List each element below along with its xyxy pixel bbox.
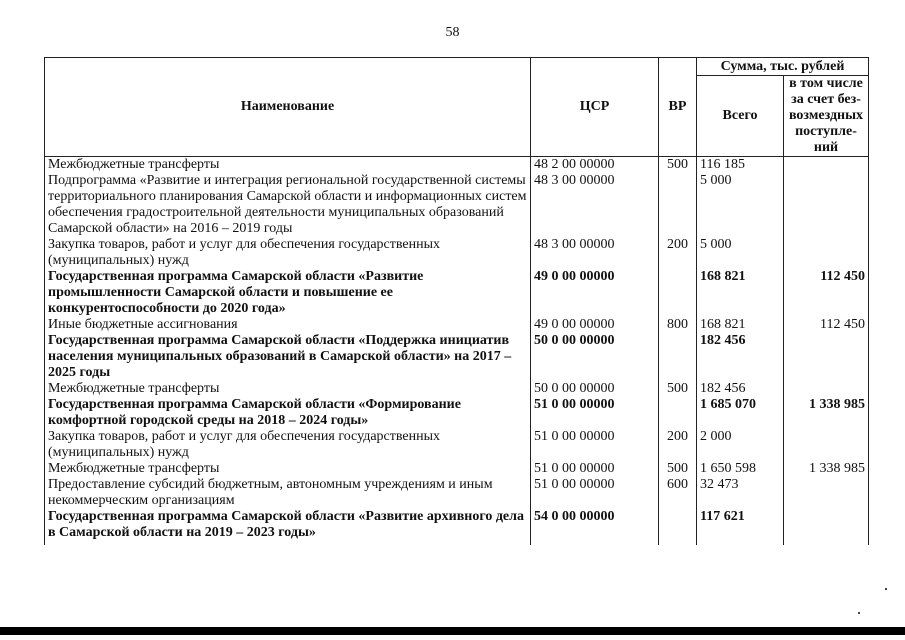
row-grant: 1 338 985 [784, 397, 869, 429]
row-csr: 48 2 00 00000 [531, 157, 659, 174]
row-vr: 500 [659, 461, 697, 477]
row-name: Иные бюджетные ассигнования [45, 317, 531, 333]
row-csr: 49 0 00 00000 [531, 269, 659, 317]
row-total: 168 821 [697, 269, 784, 317]
row-grant: 1 338 985 [784, 461, 869, 477]
row-total: 32 473 [697, 477, 784, 509]
row-total: 168 821 [697, 317, 784, 333]
row-vr [659, 509, 697, 545]
table-row [45, 429, 869, 461]
row-vr: 500 [659, 157, 697, 174]
budget-table [44, 57, 869, 545]
row-vr: 800 [659, 317, 697, 333]
row-vr: 500 [659, 381, 697, 397]
header-name: Наименование [45, 58, 531, 157]
row-name: Предоставление субсидий бюджетным, автономным учреждениям и иным некоммерческим организациям [45, 477, 531, 509]
table-row [45, 333, 869, 381]
row-grant [784, 157, 869, 174]
header-grant: в том числе за счет без-возмездных поступле-ний [784, 76, 869, 157]
row-vr [659, 269, 697, 317]
header-vr: ВР [659, 58, 697, 157]
row-grant [784, 333, 869, 381]
row-name: Межбюджетные трансферты [45, 381, 531, 397]
row-total: 1 650 598 [697, 461, 784, 477]
row-vr [659, 333, 697, 381]
row-total: 182 456 [697, 381, 784, 397]
row-total: 5 000 [697, 173, 784, 237]
header-csr: ЦСР [531, 58, 659, 157]
scan-speck [885, 588, 887, 590]
table-row [45, 237, 869, 269]
row-name: Государственная программа Самарской области «Формирование комфортной городской среды на 2018 – 2024 годы» [45, 397, 531, 429]
table-row [45, 157, 869, 174]
row-grant [784, 509, 869, 545]
row-total: 117 621 [697, 509, 784, 545]
scan-speck [858, 612, 860, 614]
row-name: Государственная программа Самарской области «Поддержка инициатив населения муниципальных образований в Самарской области» на 2017 – 2025 годы [45, 333, 531, 381]
table-header [45, 58, 869, 157]
table-body [45, 157, 869, 546]
page-number: 58 [445, 25, 460, 40]
table-row [45, 397, 869, 429]
row-name: Межбюджетные трансферты [45, 157, 531, 174]
row-vr [659, 397, 697, 429]
row-vr [659, 173, 697, 237]
header-total: Всего [697, 76, 784, 157]
row-csr: 50 0 00 00000 [531, 381, 659, 397]
table-row [45, 461, 869, 477]
row-csr: 51 0 00 00000 [531, 477, 659, 509]
row-total: 182 456 [697, 333, 784, 381]
row-grant: 112 450 [784, 269, 869, 317]
row-csr: 51 0 00 00000 [531, 461, 659, 477]
row-csr: 54 0 00 00000 [531, 509, 659, 545]
table-row [45, 269, 869, 317]
row-grant [784, 381, 869, 397]
row-total: 116 185 [697, 157, 784, 174]
row-name: Государственная программа Самарской области «Развитие промышленности Самарской области и повышение ее конкурентоспособности до 2020 года» [45, 269, 531, 317]
row-grant [784, 477, 869, 509]
row-grant [784, 173, 869, 237]
row-name: Закупка товаров, работ и услуг для обеспечения государственных (муниципальных) нужд [45, 237, 531, 269]
row-csr: 48 3 00 00000 [531, 173, 659, 237]
row-total: 1 685 070 [697, 397, 784, 429]
row-csr: 48 3 00 00000 [531, 237, 659, 269]
row-grant: 112 450 [784, 317, 869, 333]
row-csr: 51 0 00 00000 [531, 397, 659, 429]
row-name: Закупка товаров, работ и услуг для обеспечения государственных (муниципальных) нужд [45, 429, 531, 461]
row-vr: 200 [659, 237, 697, 269]
row-name: Государственная программа Самарской области «Развитие архивного дела в Самарской области на 2019 – 2023 годы» [45, 509, 531, 545]
row-csr: 50 0 00 00000 [531, 333, 659, 381]
row-total: 2 000 [697, 429, 784, 461]
row-total: 5 000 [697, 237, 784, 269]
table-row [45, 381, 869, 397]
row-grant [784, 237, 869, 269]
row-vr: 600 [659, 477, 697, 509]
row-grant [784, 429, 869, 461]
row-name: Межбюджетные трансферты [45, 461, 531, 477]
table-row [45, 317, 869, 333]
row-vr: 200 [659, 429, 697, 461]
table-row [45, 509, 869, 545]
row-csr: 49 0 00 00000 [531, 317, 659, 333]
row-name: Подпрограмма «Развитие и интеграция региональной государственной системы территориального планирования Самарской области и информационных систем обеспечения градостроительной деятельности муниципальных образований Самарской области» на 2016 – 2019 годы [45, 173, 531, 237]
row-csr: 51 0 00 00000 [531, 429, 659, 461]
scan-edge-bar [0, 627, 905, 635]
header-sum: Сумма, тыс. рублей [697, 58, 869, 76]
table-row [45, 173, 869, 237]
table-row [45, 477, 869, 509]
